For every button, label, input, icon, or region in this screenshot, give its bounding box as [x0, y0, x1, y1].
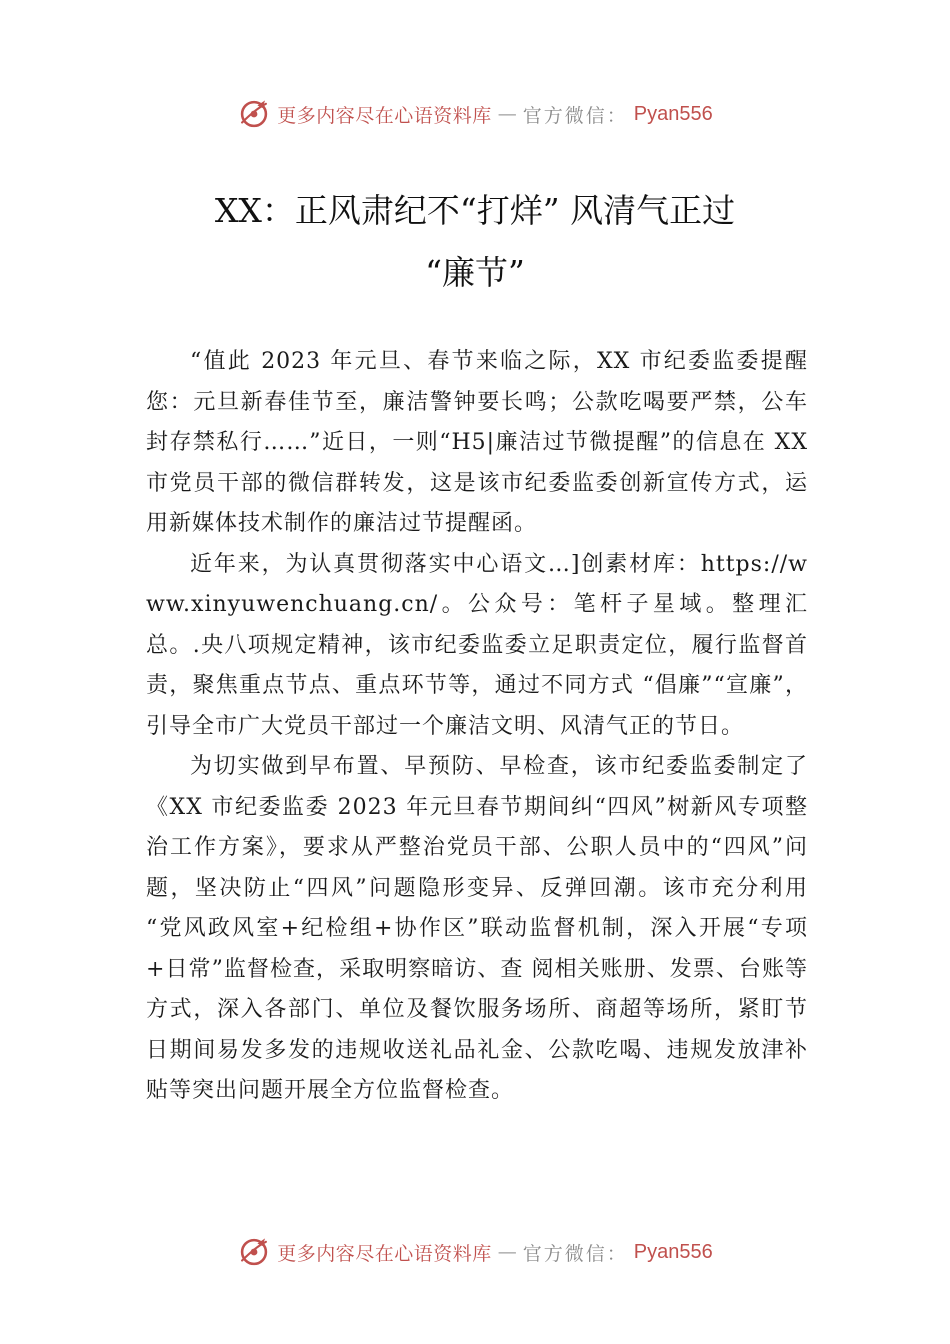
pen-nib-logo-icon — [237, 1235, 271, 1269]
banner-wechat-id: Pyan556 — [633, 1240, 713, 1263]
title-line-1: XX：正风肃纪不“打烊” 风清气正过 — [214, 191, 736, 230]
banner-label: 官方微信： — [522, 1242, 628, 1265]
banner-text: 更多内容尽在心语资料库 — [277, 104, 492, 127]
paragraph-1: “值此 2023 年元旦、春节来临之际，XX 市纪委监委提醒您：元旦新春佳节至，廉洁警钟要长鸣；公款吃喝要严禁，公车封存禁私行……”近日，一则“H5|廉洁过节微提醒”的信息在 XX 市党员干部的微信群转发，这是该市纪委监委创新宣传方式，运用新媒体技术制作的廉洁过节提醒函。 — [146, 349, 808, 536]
footer-banner — [0, 1232, 950, 1272]
paragraph-2: 近年来，为认真贯彻落实中心语文…]创素材库：https://www.xinyuwenchuang.cn/。公众号：笔杆子星域。整理汇总。.央八项规定精神，该市纪委监委立足职责定位，履行监督首责，聚焦重点节点、重点环节等，通过不同方式 “倡廉”“宣廉”，引导全市广大党员干部过一个廉洁文明、风清气正的节日。 — [146, 551, 808, 739]
document-title — [150, 180, 800, 304]
banner-label: 官方微信： — [522, 104, 628, 127]
title-line-2: “廉节” — [425, 253, 525, 292]
banner-dash: — — [497, 103, 517, 125]
banner-text: 更多内容尽在心语资料库 — [277, 1242, 492, 1265]
document-body — [146, 342, 808, 1112]
banner-dash: — — [497, 1241, 517, 1263]
pen-nib-logo-icon — [237, 97, 271, 131]
paragraph-3: 为切实做到早布置、早预防、早检查，该市纪委监委制定了《XX 市纪委监委 2023 年元旦春节期间纠“四风”树新风专项整治工作方案》，要求从严整治党员干部、公职人员中的“四风”问题，坚决防止“四风”问题隐形变异、反弹回潮。该市充分利用 “党风政风室+纪检组+协作区”联动监督机制，深入开展“专项+日常”监督检查，采取明察暗访、查 阅相关账册、发票、台账等方式，深入各部门、单位及餐饮服务场所、商超等场所，紧盯节日期间易发多发的违规收送礼品礼金、公款吃喝、违规发放津补贴等突出问题开展全方位监督检查。 — [146, 754, 808, 1103]
header-banner — [0, 94, 950, 134]
banner-wechat-id: Pyan556 — [633, 102, 713, 125]
